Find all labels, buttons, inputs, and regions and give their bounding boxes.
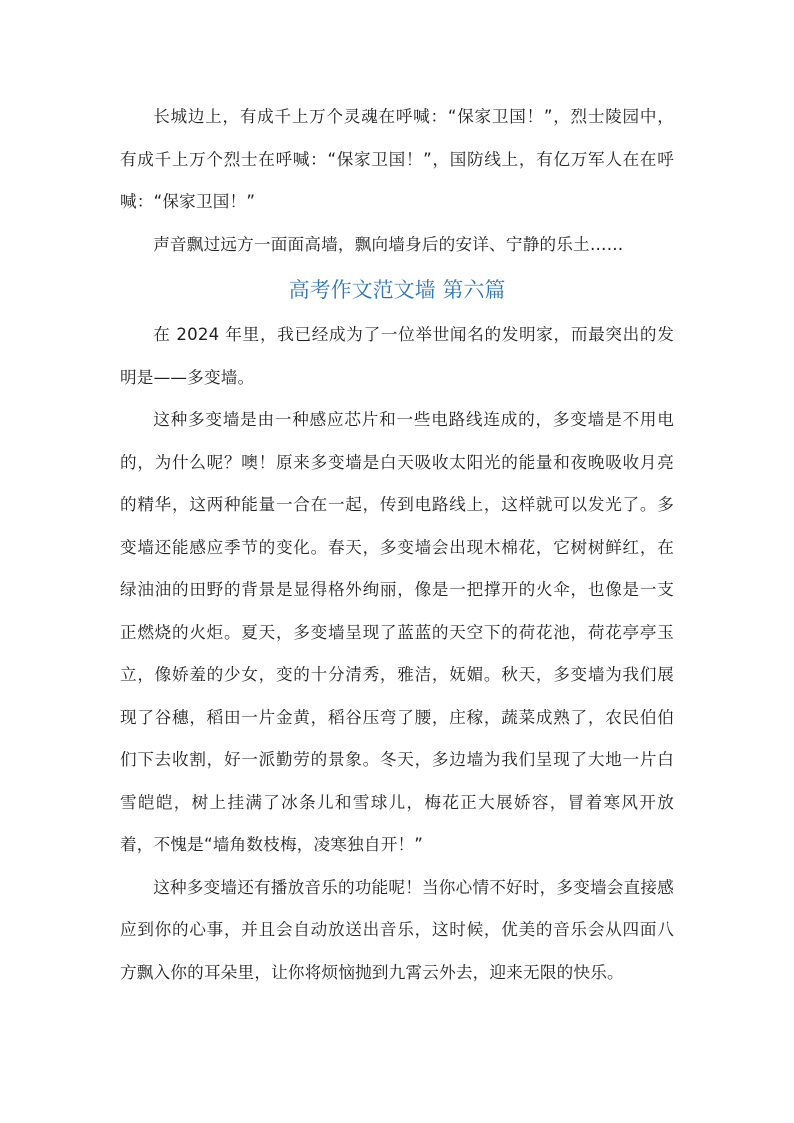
paragraph-sound-over-walls: 声音飘过远方一面面高墙，飘向墙身后的安详、宁静的乐土…… (153, 234, 624, 254)
paragraph-wall-music: 这种多变墙还有播放音乐的功能呢！当你心情不好时，多变墙会直接感应到你的心事，并且会自动放送出音乐，这时候，优美的音乐会从四面八方飘入你的耳朵里，让你将烦恼抛到九霄云外去，迎来无限的快乐。 (120, 877, 674, 982)
section-title: 高考作文范文墙 第六篇 (288, 278, 506, 302)
document-body (120, 96, 674, 994)
paragraph-wall-seasons: 这种多变墙是由一种感应芯片和一些电路线连成的，多变墙是不用电的，为什么呢？噢！原来多变墙是白天吸收太阳光的能量和夜晚吸收月亮的精华，这两种能量一合在一起，传到电路线上，这样就可以发光了。多变墙还能感应季节的变化。春天，多变墙会出现木棉花，它树树鲜红，在绿油油的田野的背景是显得格外绚丽，像是一把撑开的火伞，也像是一支正燃烧的火炬。夏天，多变墙呈现了蓝蓝的天空下的荷花池，荷花亭亭玉立，像娇羞的少女，变的十分清秀，雅洁，妩媚。秋天，多变墙为我们展现了谷穗，稻田一片金黄，稻谷压弯了腰，庄稼，蔬菜成熟了，农民伯伯们下去收割，好一派勤劳的景象。冬天，多边墙为我们呈现了大地一片白雪皑皑，树上挂满了冰条儿和雪球儿，梅花正大展娇容，冒着寒风开放着，不愧是“墙角数枝梅，凌寒独自开！” (120, 410, 674, 854)
paragraph-guarding-homeland: 长城边上，有成千上万个灵魂在呼喊：“保家卫国！”，烈士陵园中，有成千上万个烈士在呼喊：“保家卫国！”，国防线上，有亿万军人在在呼喊：“保家卫国！” (120, 107, 674, 211)
paragraph-inventor-intro: 在 2024 年里，我已经成为了一位举世闻名的发明家，而最突出的发明是——多变墙。 (120, 325, 674, 387)
